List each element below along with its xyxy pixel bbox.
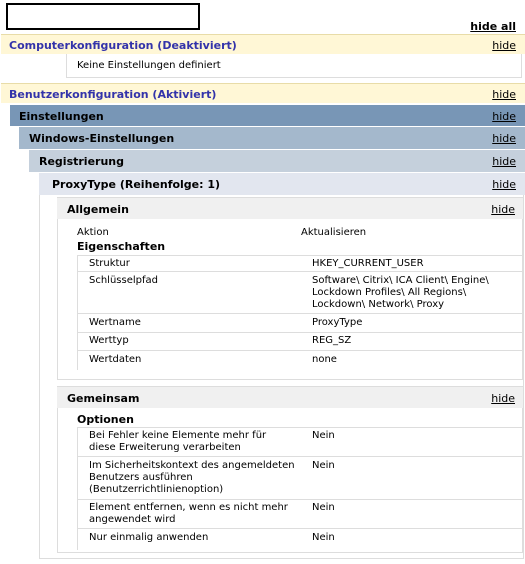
prop-value-wertname: ProxyType <box>312 317 363 328</box>
option-label-stop-on-error: Bei Fehler keine Elemente mehr für diese Erweiterung verarbeiten <box>89 430 267 453</box>
prop-value-struktur: HKEY_CURRENT_USER <box>312 258 424 269</box>
allgemein-hide-link[interactable]: hide <box>491 203 515 216</box>
prop-label-schluesselpfad: Schlüsselpfad <box>89 275 158 286</box>
einstellungen-header <box>10 105 525 126</box>
options-table <box>77 427 522 550</box>
proxytype-header <box>39 173 525 195</box>
option-value-stop-on-error: Nein <box>312 430 335 441</box>
report-title-box <box>6 3 200 30</box>
user-config-title: Benutzerkonfiguration (Aktiviert) <box>9 88 217 101</box>
gemeinsam-title: Gemeinsam <box>67 392 140 405</box>
registry-title: Registrierung <box>39 155 124 168</box>
allgemein-body <box>57 219 523 380</box>
windows-settings-header <box>19 127 525 149</box>
gemeinsam-body <box>57 408 523 553</box>
gemeinsam-header <box>57 386 523 408</box>
proxytype-hide-link[interactable]: hide <box>492 178 516 191</box>
option-label-apply-once: Nur einmalig anwenden <box>89 532 209 543</box>
prop-separator <box>78 350 522 351</box>
option-label-user-context: Im Sicherheitskontext des angemeldeten Benutzers ausführen (Benutzerrichtlinienoption) <box>89 460 295 495</box>
allgemein-header <box>57 197 523 219</box>
option-value-apply-once: Nein <box>312 532 335 543</box>
prop-separator <box>78 271 522 272</box>
properties-table <box>77 255 522 370</box>
option-separator <box>78 528 522 529</box>
computer-config-header <box>1 34 525 54</box>
prop-value-wertdaten: none <box>312 354 337 365</box>
prop-value-schluesselpfad: Software\ Citrix\ ICA Client\ Engine\ Lockdown Profiles\ All Regions\ Lockdown\ Network\ Proxy <box>312 275 489 310</box>
computer-config-body <box>66 54 522 78</box>
proxytype-title: ProxyType (Reihenfolge: 1) <box>52 178 221 191</box>
user-config-header <box>1 83 525 103</box>
prop-separator <box>78 332 522 333</box>
prop-label-struktur: Struktur <box>89 258 130 269</box>
option-label-remove-item: Element entfernen, wenn es nicht mehr angewendet wird <box>89 502 288 525</box>
computer-config-title: Computerkonfiguration (Deaktiviert) <box>9 39 237 52</box>
no-settings-text: Keine Einstellungen definiert <box>77 60 221 71</box>
prop-value-werttyp: REG_SZ <box>312 335 352 346</box>
prop-label-wertdaten: Wertdaten <box>89 354 142 365</box>
registry-header <box>29 150 525 172</box>
registry-hide-link[interactable]: hide <box>492 155 516 168</box>
einstellungen-title: Einstellungen <box>19 110 104 123</box>
prop-label-werttyp: Werttyp <box>89 335 129 346</box>
einstellungen-hide-link[interactable]: hide <box>492 110 516 123</box>
option-separator <box>78 456 522 457</box>
option-separator <box>78 499 522 500</box>
windows-settings-title: Windows-Einstellungen <box>29 132 175 145</box>
aktion-value: Aktualisieren <box>301 227 367 238</box>
option-value-remove-item: Nein <box>312 502 335 513</box>
option-value-user-context: Nein <box>312 460 335 471</box>
gemeinsam-hide-link[interactable]: hide <box>491 392 515 405</box>
allgemein-title: Allgemein <box>67 203 129 216</box>
user-config-hide-link[interactable]: hide <box>492 88 516 101</box>
eigenschaften-heading: Eigenschaften <box>77 240 166 253</box>
windows-settings-hide-link[interactable]: hide <box>492 132 516 145</box>
optionen-heading: Optionen <box>77 413 134 426</box>
aktion-label: Aktion <box>77 227 109 238</box>
prop-label-wertname: Wertname <box>89 317 141 328</box>
hide-all-link[interactable]: hide all <box>470 20 516 33</box>
prop-separator <box>78 313 522 314</box>
computer-config-hide-link[interactable]: hide <box>492 39 516 52</box>
